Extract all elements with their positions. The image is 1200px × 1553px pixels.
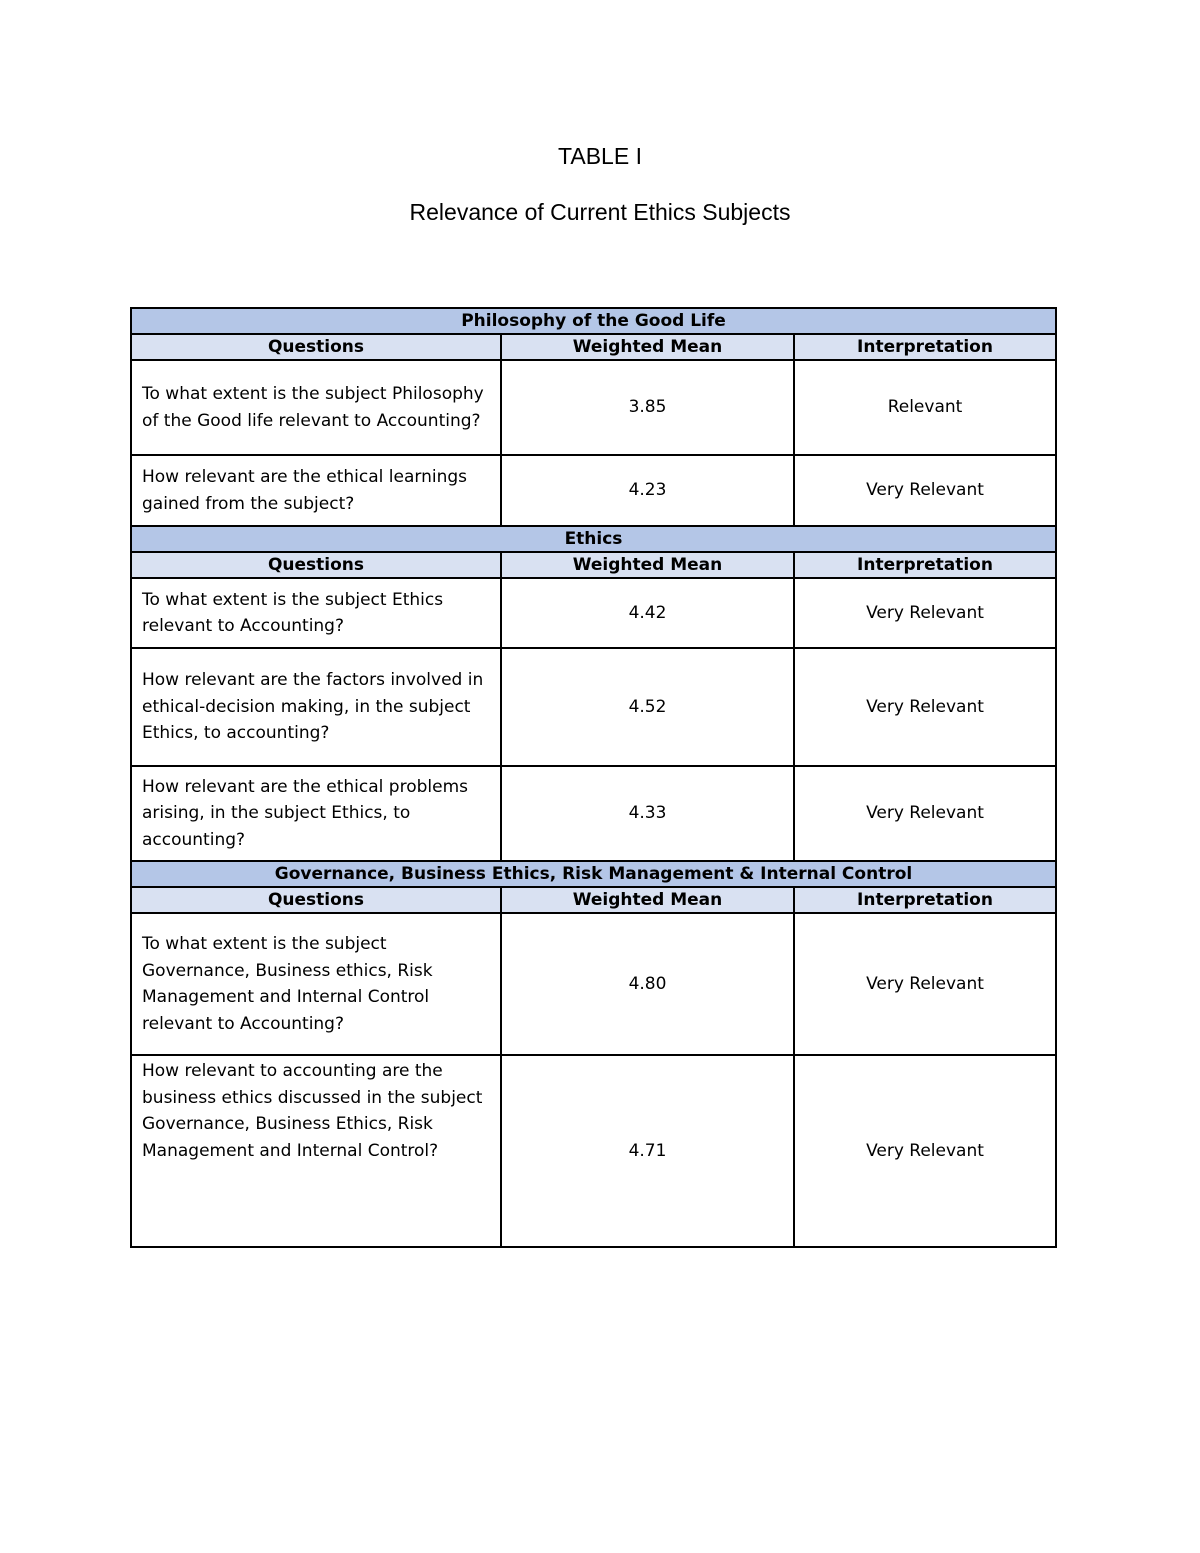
question-cell: How relevant are the ethical problems arising, in the subject Ethics, to accounting? [131, 766, 501, 861]
interpretation-cell: Very Relevant [794, 455, 1056, 526]
question-cell: How relevant to accounting are the business ethics discussed in the subject Governance, Business Ethics, Risk Management and Internal Control? [131, 1055, 501, 1247]
interpretation-cell: Relevant [794, 360, 1056, 455]
weighted-mean-cell: 4.33 [501, 766, 794, 861]
questions-header: Questions [131, 887, 501, 913]
interpretation-cell: Very Relevant [794, 648, 1056, 766]
section-row [131, 526, 1056, 552]
interpretation-header: Interpretation [794, 334, 1056, 360]
weighted-mean-cell: 4.42 [501, 578, 794, 648]
questions-header: Questions [131, 552, 501, 578]
question-cell: How relevant are the factors involved in ethical-decision making, in the subject Ethics, to accounting? [131, 648, 501, 766]
table-row [131, 578, 1056, 648]
header-row [131, 334, 1056, 360]
section-row [131, 861, 1056, 887]
relevance-table [130, 307, 1057, 1248]
interpretation-header: Interpretation [794, 552, 1056, 578]
interpretation-cell: Very Relevant [794, 578, 1056, 648]
table-number: TABLE I [558, 143, 642, 169]
table-title: Relevance of Current Ethics Subjects [409, 199, 791, 225]
questions-header: Questions [131, 334, 501, 360]
weighted-mean-cell: 4.52 [501, 648, 794, 766]
question-cell: To what extent is the subject Governance, Business ethics, Risk Management and Internal Control relevant to Accounting? [131, 913, 501, 1055]
section-title: Ethics [131, 526, 1056, 552]
table-row [131, 766, 1056, 861]
question-cell: How relevant are the ethical learnings gained from the subject? [131, 455, 501, 526]
interpretation-header: Interpretation [794, 887, 1056, 913]
interpretation-cell: Very Relevant [794, 1055, 1056, 1247]
section-title: Governance, Business Ethics, Risk Management & Internal Control [131, 861, 1056, 887]
table-row [131, 913, 1056, 1055]
question-cell: To what extent is the subject Philosophy of the Good life relevant to Accounting? [131, 360, 501, 455]
weighted-mean-header: Weighted Mean [501, 552, 794, 578]
section-title: Philosophy of the Good Life [131, 308, 1056, 334]
weighted-mean-header: Weighted Mean [501, 887, 794, 913]
header-row [131, 552, 1056, 578]
weighted-mean-cell: 4.71 [501, 1055, 794, 1247]
interpretation-cell: Very Relevant [794, 913, 1056, 1055]
interpretation-cell: Very Relevant [794, 766, 1056, 861]
table-row [131, 455, 1056, 526]
table-row [131, 648, 1056, 766]
header-row [131, 887, 1056, 913]
weighted-mean-header: Weighted Mean [501, 334, 794, 360]
weighted-mean-cell: 4.80 [501, 913, 794, 1055]
weighted-mean-cell: 4.23 [501, 455, 794, 526]
question-cell: To what extent is the subject Ethics relevant to Accounting? [131, 578, 501, 648]
table-row [131, 1055, 1056, 1247]
section-row [131, 308, 1056, 334]
weighted-mean-cell: 3.85 [501, 360, 794, 455]
table-row [131, 360, 1056, 455]
